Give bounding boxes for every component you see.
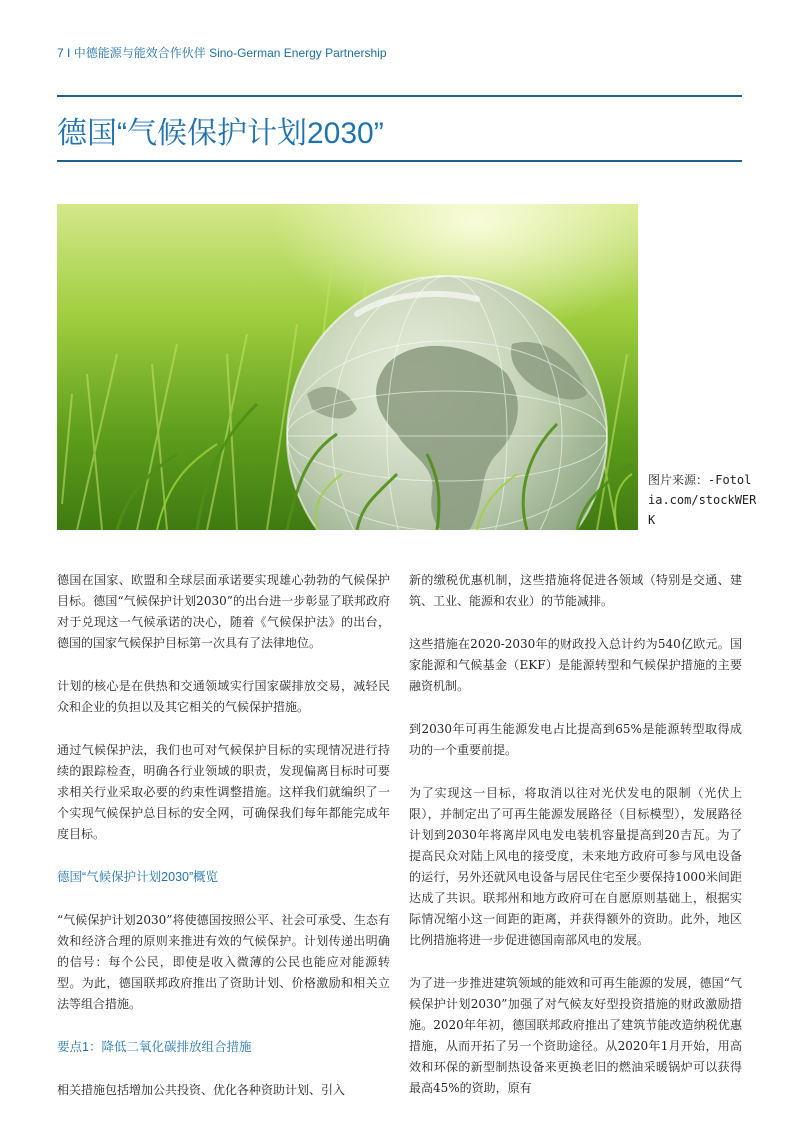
image-caption: 图片来源：-Fotolia.com/stockWERK bbox=[648, 473, 757, 527]
glass-globe-photo bbox=[57, 204, 638, 530]
series-title-cn: 中德能源与能效合作伙伴 bbox=[73, 46, 206, 60]
paragraph: 德国在国家、欧盟和全球层面承诺要实现雄心勃勃的气候保护目标。德国“气候保护计划2030”的出台进一步彰显了联邦政府对于兑现这一气候承诺的决心，随着《气候保护法》的出台，德国的国家气候保护目标第一次具有了法律地位。 bbox=[57, 573, 390, 650]
paragraph: 相关措施包括增加公共投资、优化各种资助计划、引入 bbox=[57, 1083, 346, 1097]
page-title: 德国“气候保护计划2030” bbox=[57, 117, 384, 150]
paragraph: “气候保护计划2030”将使德国按照公平、社会可承受、生态有效和经济合理的原则来推进有效的气候保护。计划传递出明确的信号：每个公民，即使是收入微薄的公民也能应对能源转型。为此，德国联邦政府推出了资助计划、价格激励和相关立法等组合措施。 bbox=[57, 913, 390, 1011]
left-column bbox=[57, 570, 390, 1123]
right-column bbox=[409, 570, 742, 1121]
paragraph: 到2030年可再生能源发电占比提高到65%是能源转型取得成功的一个重要前提。 bbox=[409, 722, 742, 757]
section-heading: 要点1：降低二氧化碳排放组合措施 bbox=[57, 1040, 252, 1054]
paragraph: 这些措施在2020-2030年的财政投入总计约为540亿欧元。国家能源和气候基金（EKF）是能源转型和气候保护措施的主要融资机制。 bbox=[409, 637, 742, 693]
header-separator: I bbox=[67, 46, 71, 60]
paragraph: 新的缴税优惠机制，这些措施将促进各领域（特别是交通、建筑、工业、能源和农业）的节能减排。 bbox=[409, 573, 742, 608]
running-header bbox=[57, 44, 747, 61]
title-bottom-rule bbox=[57, 160, 742, 162]
paragraph: 通过气候保护法，我们也可对气候保护目标的实现情况进行持续的跟踪检查，明确各行业领域的职责，发现偏离目标时可要求相关行业采取必要的约束性调整措施。这样我们就编织了一个实现气候保护总目标的安全网，可确保我们每年都能完成年度目标。 bbox=[57, 743, 390, 841]
series-title-en: Sino-German Energy Partnership bbox=[209, 46, 387, 60]
page-number: 7 bbox=[57, 46, 64, 60]
paragraph: 计划的核心是在供热和交通领域实行国家碳排放交易，减轻民众和企业的负担以及其它相关的气候保护措施。 bbox=[57, 679, 390, 714]
paragraph: 为了实现这一目标，将取消以往对光伏发电的限制（光伏上限），并制定出了可再生能源发展路径（目标模型），发展路径计划到2030年将离岸风电发电装机容量提高到20吉瓦。为了提高民众对陆上风电的接受度，未来地方政府可参与风电设备的运行，另外还就风电设备与居民住宅至少要保持1000米间距达成了共识。联邦州和地方政府可在自愿原则基础上，根据实际情况缩小这一间距的距离，并获得额外的资助。此外，地区比例措施将进一步促进德国南部风电的发展。 bbox=[409, 786, 742, 947]
title-top-rule bbox=[57, 95, 742, 97]
paragraph: 为了进一步推进建筑领域的能效和可再生能源的发展，德国“气候保护计划2030”加强了对气候友好型投资措施的财政激励措施。2020年年初，德国联邦政府推出了建筑节能改造纳税优惠措施，从而开拓了另一个资助途径。从2020年1月开始，用高效和环保的新型制热设备来更换老旧的燃油采暖锅炉可以获得最高45%的资助，原有 bbox=[409, 976, 742, 1095]
section-heading: 德国“气候保护计划2030”概览 bbox=[57, 870, 219, 884]
